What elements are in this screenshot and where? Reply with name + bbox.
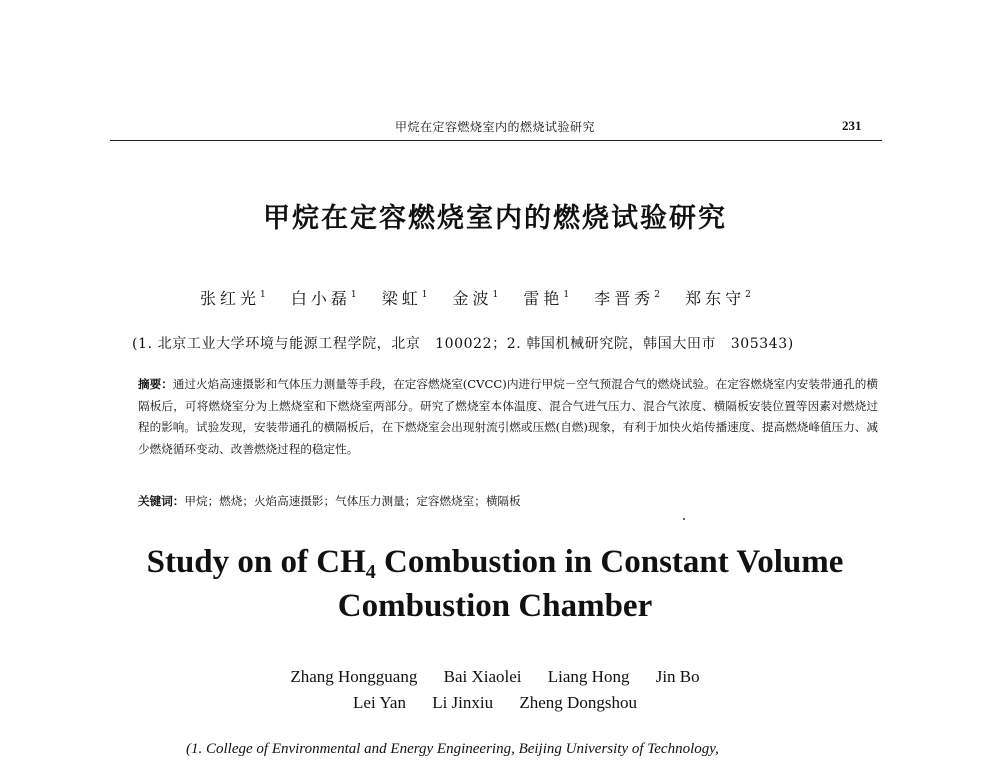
author: 李晋秀$^2$	[594, 289, 660, 308]
abstract	[138, 374, 878, 460]
english-title	[0, 540, 990, 628]
keywords-label: 关键词：	[138, 494, 185, 508]
keywords	[138, 493, 878, 509]
author: 金波$^1$	[452, 289, 499, 308]
chinese-affiliation: (1. 北京工业大学环境与能源工程学院，北京 100022；2. 韩国机械研究院，韩国大田市 305343)	[132, 336, 794, 352]
abstract-label: 摘要：	[138, 377, 173, 391]
author: 白小磊$^1$	[290, 289, 357, 308]
author: 雷艳$^1$	[523, 289, 570, 308]
author: Zheng Dongshou	[519, 693, 637, 712]
keywords-text: 甲烷；燃烧；火焰高速摄影；气体压力测量；定容燃烧室；横隔板	[184, 494, 521, 508]
author: 张红光$^1$	[200, 289, 266, 308]
header-rule	[110, 140, 882, 141]
author: Bai Xiaolei	[443, 667, 522, 686]
english-authors	[0, 664, 990, 716]
chinese-title: 甲烷在定容燃烧室内的燃烧试验研究	[263, 203, 727, 234]
english-authors-line-2	[0, 690, 990, 716]
abstract-text: 通过火焰高速摄影和气体压力测量等手段，在定容燃烧室(CVCC)内进行甲烷－空气预混合气的燃烧试验。在定容燃烧室内安装带通孔的横隔板后，可将燃烧室分为上燃烧室和下燃烧室两部分。研究了燃烧室本体温度、混合气进气压力、混合气浓度、横隔板安装位置等因素对燃烧过程的影响。试验发现，安装带通孔的横隔板后，在下燃烧室会出现射流引燃或压燃(自燃)现象，有利于加快火焰传播速度、提高燃烧峰值压力、减少燃烧循环变动、改善燃烧过程的稳定性。	[138, 377, 878, 456]
author: Liang Hong	[547, 667, 630, 686]
english-affiliation: (1. College of Environmental and Energy Engineering, Beijing University of Technology,	[186, 741, 719, 757]
page-number: 231	[842, 118, 862, 133]
scan-dot	[683, 518, 685, 520]
author: Li Jinxiu	[432, 693, 494, 712]
author: 郑东守$^2$	[685, 289, 751, 308]
english-title-line-2: Combustion Chamber	[337, 588, 653, 624]
running-header-title: 甲烷在定容燃烧室内的燃烧试验研究	[394, 120, 595, 134]
english-authors-line-1	[0, 664, 990, 690]
author: Zhang Hongguang	[290, 667, 418, 686]
author: Jin Bo	[655, 667, 700, 686]
author: 梁虹$^1$	[381, 289, 428, 308]
chinese-authors	[200, 286, 800, 309]
author: Lei Yan	[353, 693, 406, 712]
english-title-line-1: Study on of $CH_4$ Combustion in Constant Volume	[146, 544, 844, 583]
